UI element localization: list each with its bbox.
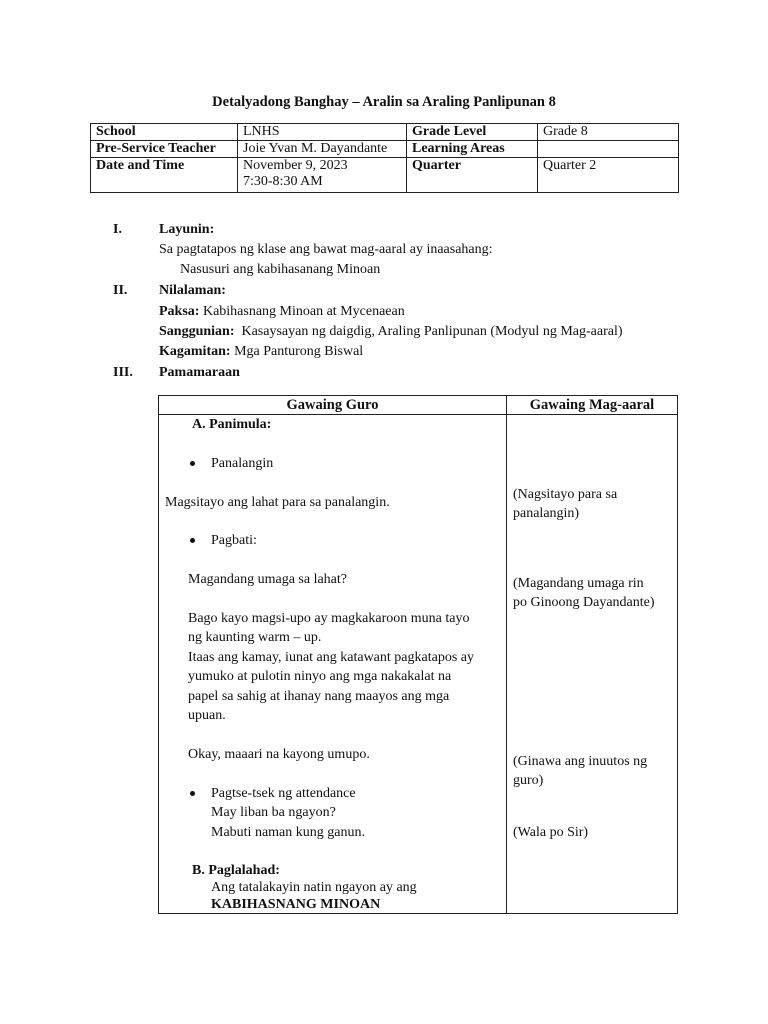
bullet-panalangin: Panalangin xyxy=(211,456,274,471)
student-response: (Wala po Sir) xyxy=(513,825,589,840)
section-2-number: II. xyxy=(113,283,128,298)
grade-level-label: Grade Level xyxy=(407,124,538,141)
objective-intro: Sa pagtatapos ng klase ang bawat mag-aaral ay inaasahang: xyxy=(159,242,493,257)
student-response: (Ginawa ang inuutos ng xyxy=(513,754,648,769)
school-label: School xyxy=(91,124,238,141)
teacher-line: ng kaunting warm – up. xyxy=(188,630,322,645)
section-3-title: Pamamaraan xyxy=(159,365,240,380)
bullet-icon xyxy=(190,538,195,543)
document-title: Detalyadong Banghay – Aralin sa Araling Panlipunan 8 xyxy=(212,94,556,110)
bullet-icon xyxy=(190,791,195,796)
teacher-line: May liban ba ngayon? xyxy=(211,805,336,820)
student-response: po Ginoong Dayandante) xyxy=(513,595,655,610)
table-row xyxy=(91,158,679,193)
learning-areas-label: Learning Areas xyxy=(407,141,538,158)
teacher-label: Pre-Service Teacher xyxy=(91,141,238,158)
teacher-line: Magsitayo ang lahat para sa panalangin. xyxy=(165,495,390,510)
subheading-paglalahad: B. Paglalahad: xyxy=(192,863,280,878)
teacher-line: yumuko at pulotin ninyo ang mga nakakalat na xyxy=(188,669,452,684)
teacher-line: upuan. xyxy=(188,708,226,723)
kagamitan-value: Mga Panturong Biswal xyxy=(234,344,364,359)
teacher-line: Ang tatalakayin natin ngayon ay ang xyxy=(211,880,417,895)
table-row xyxy=(91,141,679,158)
teacher-line: Mabuti naman kung ganun. xyxy=(211,825,365,840)
teacher-line: Itaas ang kamay, iunat ang katawant pagkatapos ay xyxy=(188,650,474,665)
date-value xyxy=(238,158,407,193)
teacher-line: Bago kayo magsi-upo ay magkakaroon muna tayo xyxy=(188,611,470,626)
bullet-pagbati: Pagbati: xyxy=(211,533,257,548)
sanggunian-label: Sanggunian: xyxy=(159,324,235,339)
procedure-table xyxy=(158,395,678,914)
table-row xyxy=(91,124,679,141)
section-1-number: I. xyxy=(113,222,122,237)
header-gawaing-guro: Gawaing Guro xyxy=(286,397,379,413)
kagamitan-line xyxy=(159,344,363,360)
quarter-label: Quarter xyxy=(407,158,538,193)
teacher-line: Okay, maaari na kayong umupo. xyxy=(188,747,370,762)
section-2-title: Nilalaman: xyxy=(159,283,226,298)
grade-level-value: Grade 8 xyxy=(538,124,679,141)
student-response: panalangin) xyxy=(513,506,580,521)
teacher-line: papel sa sahig at ihanay nang maayos ang mga xyxy=(188,689,450,704)
student-response: (Magandang umaga rin xyxy=(513,576,644,591)
sanggunian-value: Kasaysayan ng daigdig, Araling Panlipunan (Modyul ng Mag-aaral) xyxy=(241,324,623,339)
date-value-time: 7:30-8:30 AM xyxy=(243,174,323,189)
student-response: (Nagsitayo para sa xyxy=(513,487,618,502)
section-1-title: Layunin: xyxy=(159,222,215,237)
bullet-icon xyxy=(190,461,195,466)
paksa-label: Paksa: xyxy=(159,304,200,319)
header-gawaing-mag-aaral: Gawaing Mag-aaral xyxy=(529,397,655,413)
school-value: LNHS xyxy=(238,124,407,141)
sanggunian-line xyxy=(159,324,623,340)
topic-title: KABIHASNANG MINOAN xyxy=(211,897,381,912)
date-value-date: November 9, 2023 xyxy=(243,158,348,173)
teacher-line: Magandang umaga sa lahat? xyxy=(188,572,347,587)
quarter-value: Quarter 2 xyxy=(538,158,679,193)
learning-areas-value xyxy=(538,141,679,158)
subheading-panimula: A. Panimula: xyxy=(192,417,272,432)
paksa-line xyxy=(159,304,405,320)
paksa-value: Kabihasnang Minoan at Mycenaean xyxy=(202,304,405,319)
date-label: Date and Time xyxy=(91,158,238,193)
objective-item: Nasusuri ang kabihasanang Minoan xyxy=(180,262,381,277)
kagamitan-label: Kagamitan: xyxy=(159,344,231,359)
section-3-number: III. xyxy=(113,365,133,380)
student-response: guro) xyxy=(513,773,544,788)
info-table xyxy=(90,123,679,193)
column-divider xyxy=(506,396,507,913)
bullet-attendance: Pagtse-tsek ng attendance xyxy=(211,786,356,801)
teacher-value: Joie Yvan M. Dayandante xyxy=(238,141,407,158)
